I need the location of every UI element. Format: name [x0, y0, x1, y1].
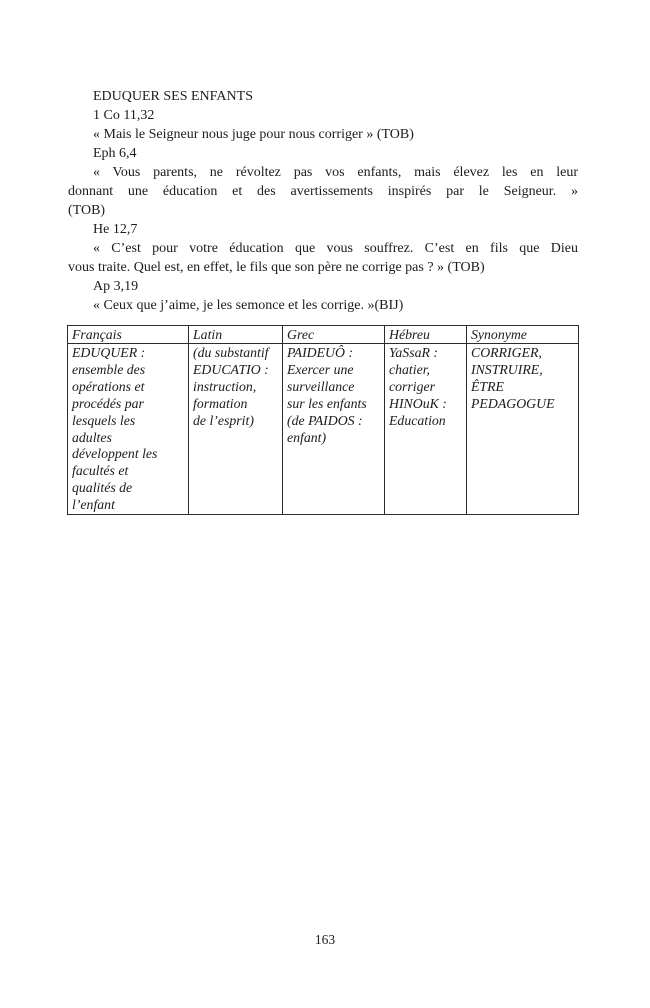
verse-reference: Ap 3,19 — [93, 279, 139, 294]
verse-quote: « Mais le Seigneur nous juge pour nous corriger » (TOB) — [93, 127, 414, 142]
cell-latin: (du substantif EDUCATIO : instruction, formation de l’esprit) — [189, 344, 283, 515]
table-row — [68, 344, 579, 515]
table-header-latin: Latin — [189, 326, 283, 344]
page-number: 163 — [314, 932, 336, 947]
verse-quote: donnant une éducation et des avertissements inspirés par le Seigneur. » — [68, 184, 578, 199]
verse-quote: « C’est pour votre éducation que vous souffrez. C’est en fils que Dieu — [93, 241, 578, 256]
verse-source: (TOB) — [68, 203, 106, 218]
verse-quote: « Vous parents, ne révoltez pas vos enfants, mais élevez les en leur — [93, 165, 578, 180]
verse-reference: Eph 6,4 — [93, 146, 137, 161]
table-header-hebreu: Hébreu — [385, 326, 467, 344]
body-text — [68, 87, 578, 315]
cell-grec: PAIDEUÔ : Exercer une surveillance sur les enfants (de PAIDOS : enfant) — [283, 344, 385, 515]
page-title: EDUQUER SES ENFANTS — [93, 89, 253, 104]
verse-quote: « Ceux que j’aime, je les semonce et les corrige. »(BIJ) — [93, 298, 404, 313]
cell-hebreu: YaSsaR : chatier, corriger HINOuK : Education — [385, 344, 467, 515]
table-header-row — [68, 326, 579, 344]
table-header-grec: Grec — [283, 326, 385, 344]
verse-quote: vous traite. Quel est, en effet, le fils que son père ne corrige pas ? » (TOB) — [68, 260, 485, 275]
table-header-francais: Français — [68, 326, 189, 344]
lexicon-table — [67, 325, 579, 515]
verse-reference: 1 Co 11,32 — [93, 108, 155, 123]
cell-francais: EDUQUER : ensemble des opérations et procédés par lesquels les adultes développent les facultés et qualités de l’enfant — [68, 344, 189, 515]
table-header-synonyme: Synonyme — [467, 326, 579, 344]
verse-reference: He 12,7 — [93, 222, 138, 237]
cell-synonyme: CORRIGER, INSTRUIRE, ÊTRE PEDAGOGUE — [467, 344, 579, 515]
